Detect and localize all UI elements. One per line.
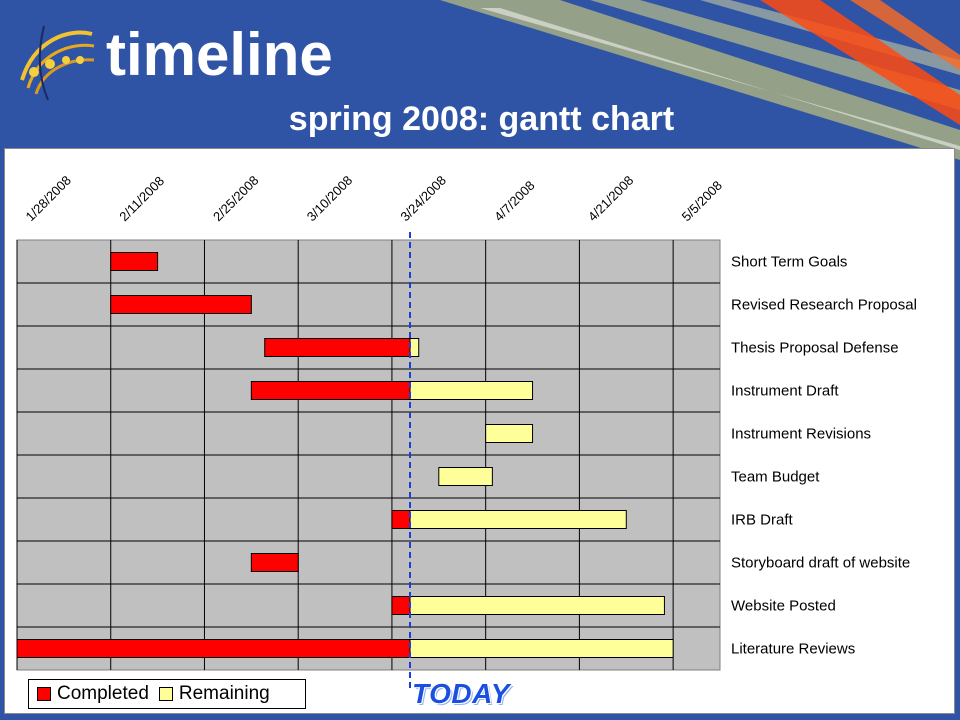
x-tick-label: 5/5/2008 bbox=[678, 177, 726, 225]
bar-remaining bbox=[439, 468, 493, 486]
bar-remaining bbox=[410, 511, 626, 529]
bar-remaining bbox=[410, 597, 664, 615]
today-label: TODAY bbox=[412, 678, 510, 709]
task-label: Team Budget bbox=[731, 468, 820, 486]
legend-label-completed: Completed bbox=[57, 683, 149, 704]
bar-completed bbox=[251, 554, 298, 572]
bar-completed bbox=[392, 511, 410, 529]
bar-remaining bbox=[410, 382, 533, 400]
x-tick-labels bbox=[23, 173, 726, 225]
legend-label-remaining: Remaining bbox=[178, 683, 270, 704]
task-label: Website Posted bbox=[731, 597, 836, 615]
bar-completed bbox=[111, 253, 158, 271]
x-tick-label: 2/25/2008 bbox=[209, 172, 262, 225]
task-label: Instrument Draft bbox=[731, 382, 839, 400]
bar-completed bbox=[17, 640, 410, 658]
legend-item-completed bbox=[37, 683, 149, 705]
bar-remaining bbox=[486, 425, 533, 443]
chart-legend bbox=[28, 679, 306, 709]
task-label: IRB Draft bbox=[731, 511, 793, 529]
legend-swatch-completed bbox=[37, 687, 51, 701]
task-label: Thesis Proposal Defense bbox=[731, 339, 899, 357]
task-label: Short Term Goals bbox=[731, 253, 848, 271]
bar-completed bbox=[111, 296, 252, 314]
legend-item-remaining bbox=[159, 683, 270, 705]
page-subtitle-text: spring 2008: gantt chart bbox=[288, 100, 675, 138]
x-tick-label: 4/21/2008 bbox=[584, 172, 637, 225]
bar-remaining bbox=[410, 640, 673, 658]
bar-completed bbox=[251, 382, 410, 400]
x-tick-label: 3/10/2008 bbox=[303, 172, 356, 225]
x-tick-label: 4/7/2008 bbox=[491, 177, 538, 225]
legend-swatch-remaining bbox=[159, 687, 173, 701]
x-tick-label: 2/11/2008 bbox=[116, 173, 168, 225]
task-label: Instrument Revisions bbox=[731, 425, 872, 443]
task-label: Revised Research Proposal bbox=[731, 296, 917, 314]
task-label: Storyboard draft of website bbox=[731, 554, 911, 572]
x-tick-label: 3/24/2008 bbox=[397, 172, 449, 225]
page-title: timeline bbox=[106, 21, 333, 88]
bar-remaining bbox=[410, 339, 419, 357]
x-tick-label: 1/28/2008 bbox=[22, 172, 75, 225]
task-labels bbox=[731, 254, 917, 658]
bar-completed bbox=[265, 339, 410, 357]
task-label: Literature Reviews bbox=[731, 640, 856, 658]
bar-completed bbox=[392, 597, 410, 615]
